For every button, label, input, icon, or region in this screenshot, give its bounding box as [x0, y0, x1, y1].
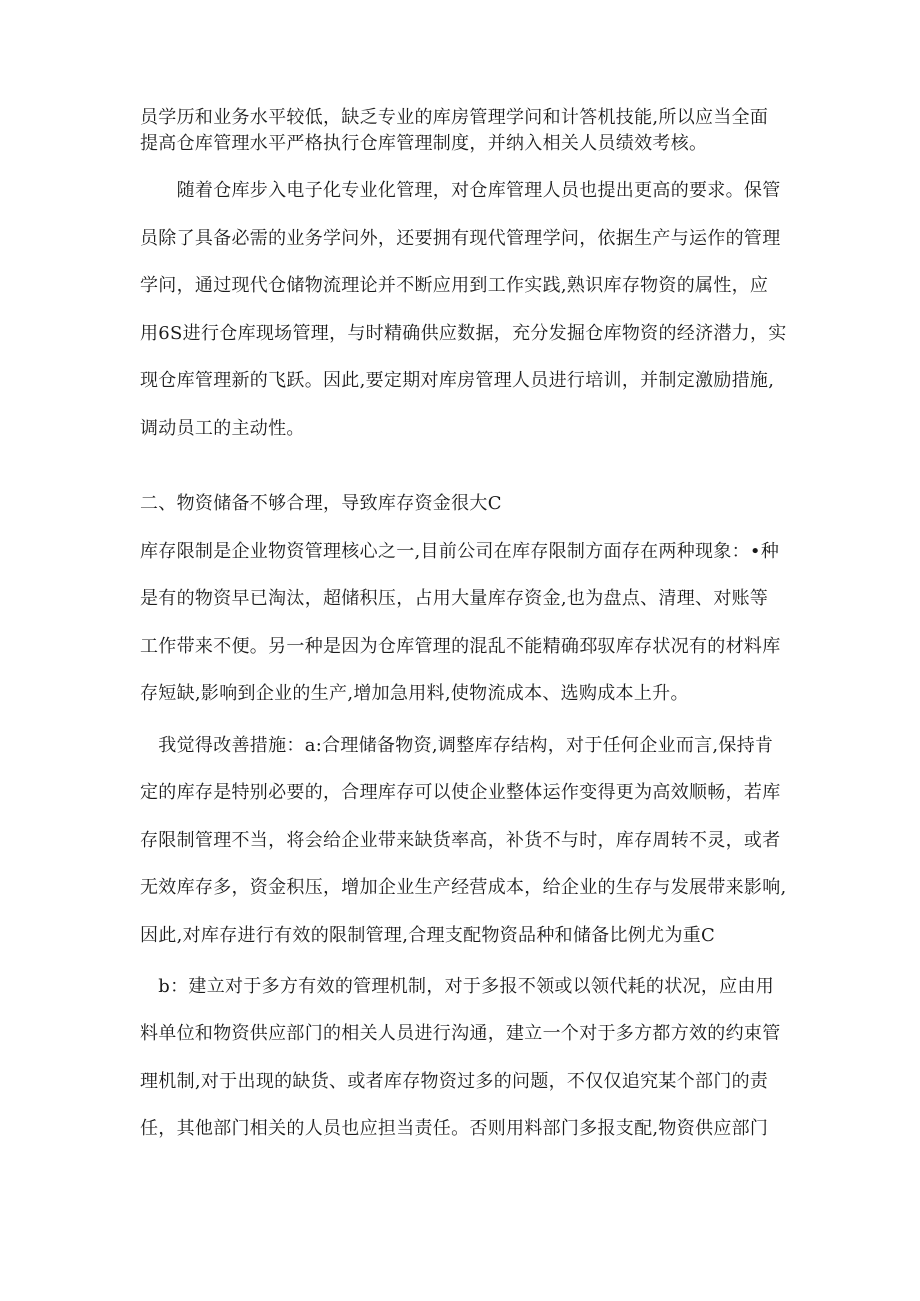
paragraph-5-line-3: 理机制,对于出现的缺货、或者库存物资过多的问题，不仅仅追究某个部门的责	[140, 1071, 769, 1092]
paragraph-4-line-5: 因此,对库存进行有效的限制管理,合理支配物资品种和储备比例尤为重C	[140, 925, 716, 946]
paragraph-2-line-2: 员除了具备必需的业务学问外，还要拥有现代管理学问，依据生产与运作的管理	[140, 228, 781, 249]
paragraph-4-line-4: 无效库存多，资金积压，增加企业生产经营成本，给企业的生存与发展带来影响,	[140, 877, 787, 898]
section-heading: 二、物资储备不够合理，导致库存资金很大C	[140, 493, 502, 514]
paragraph-3-line-3: 工作带来不便。另一种是因为仓库管理的混乱不能精确邳驭库存状况有的材料库	[140, 636, 781, 657]
paragraph-2-line-4: 用6S进行仓库现场管理，与时精确供应数据，充分发掘仓库物资的经济潜力，实	[140, 323, 787, 344]
paragraph-2-line-6: 调动员工的主动性。	[140, 418, 305, 439]
paragraph-2-line-5: 现仓库管理新的飞跃。因此,要定期对库房管理人员进行培训，并制定激励措施,	[140, 370, 775, 391]
paragraph-5-line-2: 料单位和物资供应部门的相关人员进行沟通，建立一个对于多方都方效的约束管	[140, 1023, 781, 1044]
paragraph-5-line-4: 任，其他部门相关的人员也应担当责任。否则用料部门多报支配,物资供应部门	[140, 1118, 769, 1139]
paragraph-3-line-1: 库存限制是企业物资管理核心之一,目前公司在库存限制方面存在两种现象：•种	[140, 541, 780, 562]
paragraph-4-line-1: 我觉得改善措施：a:合理储备物资,调整库存结构，对于任何企业而言,保持肯	[140, 735, 774, 756]
paragraph-1-line-2: 提高仓库管理水平严格执行仓库管理制度，并纳入相关人员绩效考核。	[140, 133, 708, 154]
paragraph-2-line-1: 随着仓库步入电子化专业化管理，对仓库管理人员也提出更高的要求。保管	[140, 180, 781, 201]
paragraph-3-line-4: 存短缺,影响到企业的生产,增加急用料,使物流成本、选购成本上升。	[140, 683, 689, 704]
paragraph-4-line-2: 定的库存是特别必要的，合理库存可以使企业整体运作变得更为高效顺畅，若库	[140, 782, 781, 803]
paragraph-2-line-3: 学问，通过现代仓储物流理论并不断应用到工作实践,熟识库存物资的属性，应	[140, 275, 769, 296]
paragraph-4-line-3: 存限制管理不当，将会给企业带来缺货率高，补货不与时，库存周转不灵，或者	[140, 830, 781, 851]
paragraph-1-line-1: 员学历和业务水平较低，缺乏专业的库房管理学问和计答机技能,所以应当全面	[140, 107, 769, 128]
paragraph-5-line-1: b：建立对于多方有效的管理机制，对于多报不领或以领代耗的状况，应由用	[140, 976, 775, 997]
paragraph-3-line-2: 是有的物资早已淘汰，超储积压，占用大量库存资金,也为盘点、清理、对账等	[140, 588, 769, 609]
